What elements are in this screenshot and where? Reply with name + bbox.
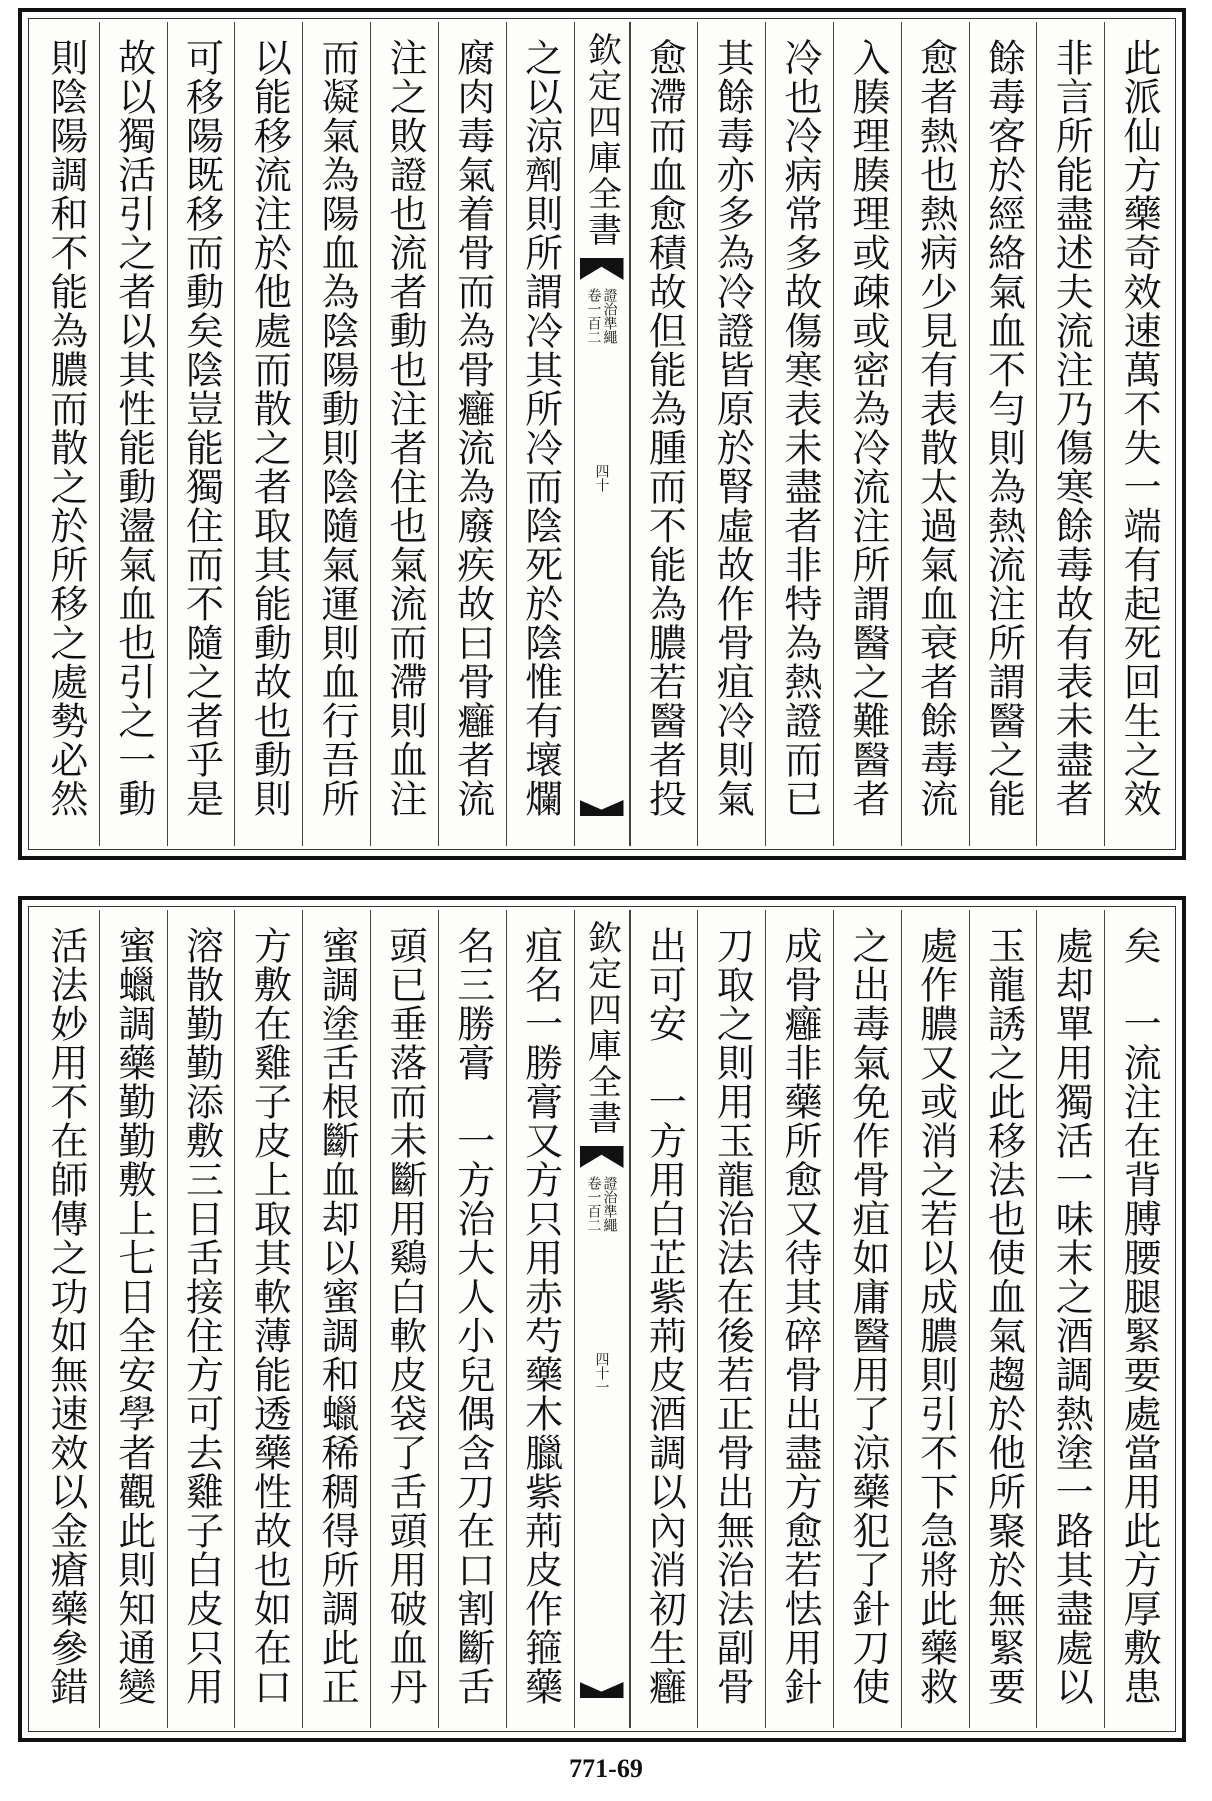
text-column: 之以涼劑則所謂冷其所冷而陰死於陰惟有壞爛 [506,22,574,846]
text-column: 玉龍誘之此移法也使血氣趨於他所聚於無緊要 [969,910,1037,1728]
text-column: 而凝氣為陽血為陰陽動則陰隨氣運則血行吾所 [302,22,370,846]
text-column: 之出毒氣免作骨疽如庸醫用了涼藥犯了針刀使 [833,910,901,1728]
leaf-number: 四十一 [593,1352,610,1394]
text-column: 腐肉毒氣着骨而為骨癰流為廢疾故曰骨癰者流 [438,22,506,846]
text-column: 愈者熱也熱病少見有表散太過氣血衰者餘毒流 [901,22,969,846]
top-page-columns [32,22,1172,846]
text-column: 出可安 一方用白芷紫荊皮酒調以內消初生癰 [630,910,698,1728]
text-column: 愈滯而血愈積故但能為腫而不能為膿若醫者投 [630,22,698,846]
text-column: 入腠理腠理或疎或密為冷流注所謂醫之難醫者 [833,22,901,846]
fishtail-bottom-icon [580,1682,624,1698]
text-column: 刀取之則用玉龍治法在後若正骨出無治法副骨 [697,910,765,1728]
page-number-footer: 771-69 [569,1754,643,1783]
text-column: 矣 一流注在背膊腰腿緊要處當用此方厚敷患 [1104,910,1172,1728]
text-column: 故以獨活引之者以其性能動盪氣血也引之一動 [99,22,167,846]
text-column: 注之敗證也流者動也注者住也氣流而滯則血注 [370,22,438,846]
section-title: 證治準繩 [601,288,618,344]
text-column: 可移陽既移而動矣陰豈能獨住而不隨之者乎是 [167,22,235,846]
center-fold [574,910,630,1728]
text-column: 蜜調塗舌根斷血却以蜜調和蠟稀稠得所調此正 [302,910,370,1728]
volume-label: 卷一百二 [585,1176,602,1232]
volume-label: 卷一百二 [585,288,602,344]
book-title: 欽定四庫全書 [581,920,622,1136]
text-column: 處作膿又或消之若以成膿則引不下急將此藥救 [901,910,969,1728]
section-info [587,1176,617,1232]
center-fold [574,22,630,846]
bottom-page-columns [32,910,1172,1728]
section-info [587,288,617,344]
top-page [18,8,1186,860]
fishtail-mark-icon [580,1146,624,1168]
text-column: 成骨癰非藥所愈又待其碎骨出盡方愈若怯用針 [765,910,833,1728]
fishtail-bottom-icon [580,800,624,816]
text-column: 頭已垂落而未斷用鷄白軟皮袋了舌頭用破血丹 [370,910,438,1728]
text-column: 方敷在雞子皮上取其軟薄能透藥性故也如在口 [234,910,302,1728]
text-column: 疽名一勝膏又方只用赤芍藥木臘紫荊皮作箍藥 [506,910,574,1728]
text-column: 冷也冷病常多故傷寒表未盡者非特為熱證而已 [765,22,833,846]
text-column: 餘毒客於經絡氣血不勻則為熱流注所謂醫之能 [969,22,1037,846]
text-column: 蜜蠟調藥勤勤敷上七日全安學者觀此則知通變 [99,910,167,1728]
text-column: 則陰陽調和不能為膿而散之於所移之處勢必然 [43,38,88,818]
text-column: 非言所能盡述夫流注乃傷寒餘毒故有表未盡者 [1036,22,1104,846]
section-title: 證治準繩 [601,1176,618,1232]
text-column: 名三勝膏 一方治大人小兒偶含刀在口割斷舌 [438,910,506,1728]
fishtail-mark-icon [580,258,624,280]
text-column: 處却單用獨活一味末之酒調熱塗一路其盡處以 [1036,910,1104,1728]
text-column: 活法妙用不在師傳之功如無速效以金瘡藥參錯 [43,926,88,1706]
bottom-page [18,896,1186,1742]
text-column: 溶散勤勤添敷三日舌接住方可去雞子白皮只用 [167,910,235,1728]
text-column: 以能移流注於他處而散之者取其能動故也動則 [234,22,302,846]
leaf-number: 四十 [593,464,610,492]
text-column: 其餘毒亦多為冷證皆原於腎虛故作骨疽冷則氣 [697,22,765,846]
text-column: 此派仙方藥奇效速萬不失一端有起死回生之效 [1104,22,1172,846]
book-title: 欽定四庫全書 [581,32,622,248]
